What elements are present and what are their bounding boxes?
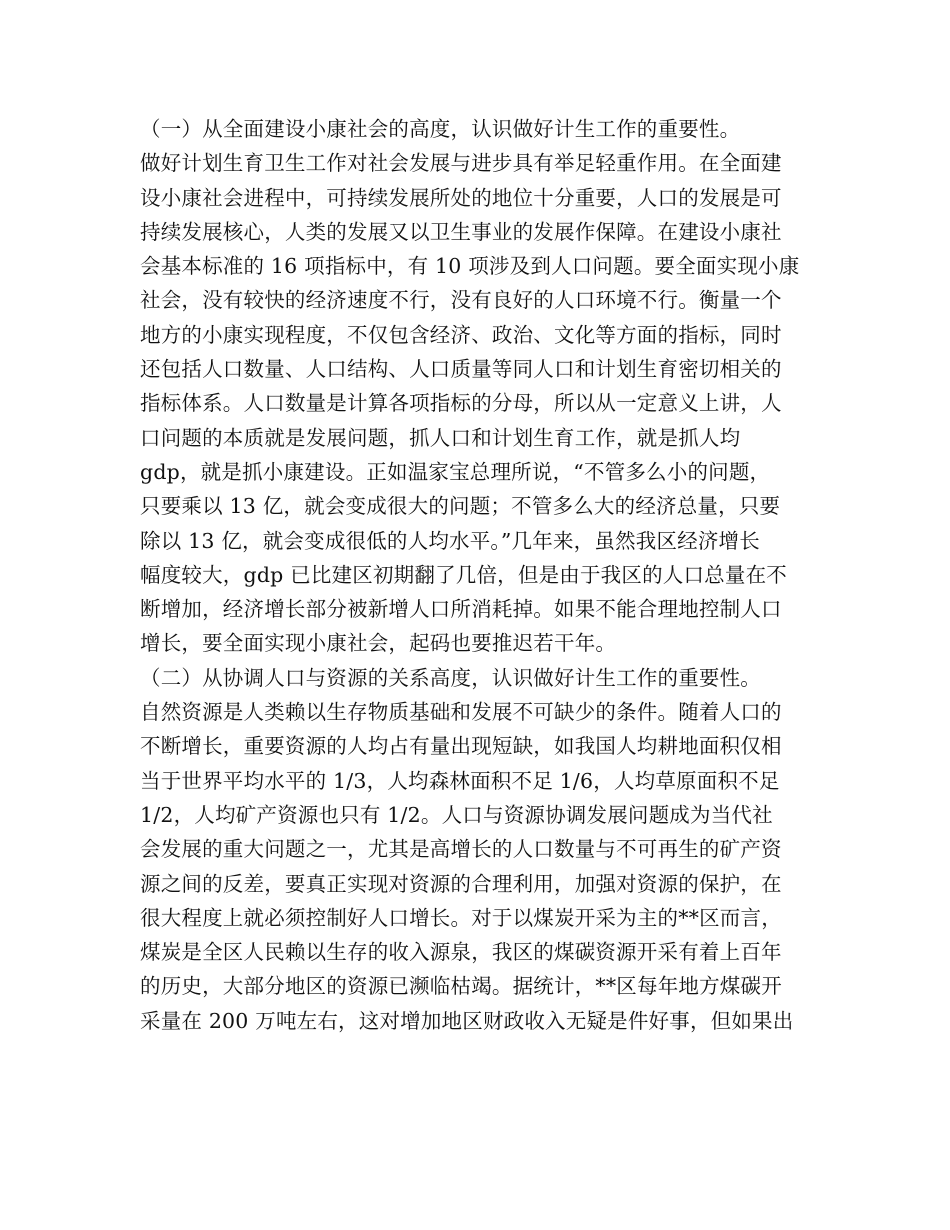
text-line: 口问题的本质就是发展问题，抓人口和计划生育工作，就是抓人均 (140, 425, 741, 450)
text-line: 会发展的重大问题之一，尤其是高增长的人口数量与不可再生的矿产资 (140, 837, 782, 862)
text-line: 不断增长，重要资源的人均占有量出现短缺，如我国人均耕地面积仅相 (140, 734, 782, 759)
text-line: 很大程度上就必须控制好人口增长。对于以煤炭开采为主的**区而言， (140, 905, 782, 930)
text-line: 幅度较大，gdp 已比建区初期翻了几倍，但是由于我区的人口总量在不 (140, 562, 787, 587)
text-line: 只要乘以 13 亿，就会变成很大的问题；不管多么大的经济总量，只要 (140, 494, 781, 519)
text-line: 采量在 200 万吨左右，这对增加地区财政收入无疑是件好事，但如果出 (140, 1008, 794, 1033)
text-line: gdp，就是抓小康建设。正如温家宝总理所说，“不管多么小的问题， (140, 459, 771, 484)
text-line: 煤炭是全区人民赖以生存的收入源泉，我区的煤碳资源开采有着上百年 (140, 940, 782, 965)
text-line: 源之间的反差，要真正实现对资源的合理利用，加强对资源的保护，在 (140, 871, 782, 896)
text-line: 断增加，经济增长部分被新增人口所消耗掉。如果不能合理地控制人口 (140, 597, 782, 622)
text-line: 还包括人口数量、人口结构、人口质量等同人口和计划生育密切相关的 (140, 357, 782, 382)
text-line: 当于世界平均水平的 1/3，人均森林面积不足 1/6，人均草原面积不足 (140, 768, 780, 793)
text-line: （二）从协调人口与资源的关系高度，认识做好计生工作的重要性。 (140, 665, 761, 690)
text-line: （一）从全面建设小康社会的高度，认识做好计生工作的重要性。 (140, 117, 741, 141)
text-line: 会基本标准的 16 项指标中，有 10 项涉及到人口问题。要全面实现小康 (140, 254, 800, 279)
text-line: 自然资源是人类赖以生存物质基础和发展不可缺少的条件。随着人口的 (140, 700, 782, 725)
text-line: 地方的小康实现程度，不仅包含经济、政治、文化等方面的指标，同时 (140, 322, 782, 347)
text-line: 设小康社会进程中，可持续发展所处的地位十分重要，人口的发展是可 (140, 185, 782, 210)
document-page (140, 112, 820, 1038)
text-line: 除以 13 亿，就会变成很低的人均水平。”几年来，虽然我区经济增长 (140, 528, 760, 553)
text-line: 持续发展核心，人类的发展又以卫生事业的发展作保障。在建设小康社 (140, 219, 782, 244)
text-line: 做好计划生育卫生工作对社会发展与进步具有举足轻重作用。在全面建 (140, 151, 782, 176)
text-line: 指标体系。人口数量是计算各项指标的分母，所以从一定意义上讲，人 (140, 391, 782, 416)
text-line: 社会，没有较快的经济速度不行，没有良好的人口环境不行。衡量一个 (140, 288, 782, 313)
text-line: 1/2，人均矿产资源也只有 1/2。人口与资源协调发展问题成为当代社 (140, 802, 773, 827)
text-line: 增长，要全面实现小康社会，起码也要推迟若干年。 (140, 631, 617, 656)
text-line: 的历史，大部分地区的资源已濒临枯竭。据统计，**区每年地方煤碳开 (140, 974, 782, 999)
